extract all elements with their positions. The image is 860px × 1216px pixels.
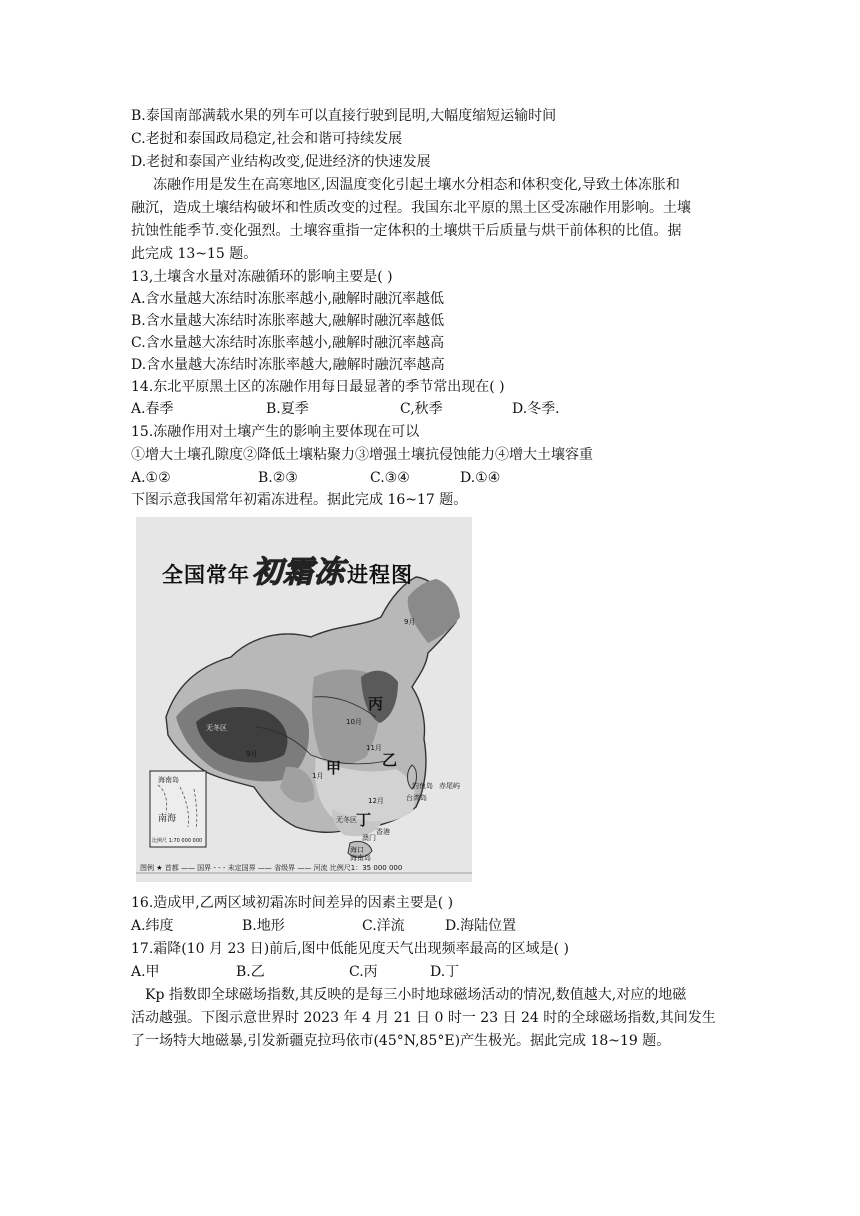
- question-16-stem: 16.造成甲,乙两区域初霜冻时间差异的因素主要是( ): [131, 895, 454, 911]
- passage-1-line-4: 此完成 13~15 题。: [131, 246, 258, 262]
- question-15-items: ①增大土壤孔隙度②降低土壤粘聚力③增强土壤抗侵蚀能力④增大土壤容重: [131, 447, 593, 463]
- question-14-option-a: A.春季: [131, 401, 174, 417]
- label-9-month-ne: 9月: [404, 618, 416, 626]
- option-12d: D.老挝和泰国产业结构改变,促进经济的快速发展: [131, 154, 431, 170]
- frost-progress-map: [136, 517, 472, 882]
- question-17-option-d: D.丁: [430, 964, 460, 980]
- label-12-month: 12月: [368, 797, 384, 805]
- question-14-stem: 14.东北平原黑土区的冻融作用每日最显著的季节常出现在( ): [131, 379, 505, 395]
- label-10-month: 10月: [346, 718, 362, 726]
- map-title: 全国常年初霜冻进程图: [162, 555, 413, 590]
- option-12c: C.老挝和泰国政局稳定,社会和谐可持续发展: [131, 131, 403, 147]
- intro-16-17: 下图示意我国常年初霜冻进程。据此完成 16~17 题。: [131, 492, 468, 508]
- passage-2-line-3: 了一场特大地磁暴,引发新疆克拉玛依市(45°N,85°E)产生极光。据此完成 18~19 题。: [131, 1033, 671, 1049]
- question-15-option-b: B.②③: [258, 470, 298, 486]
- question-14-option-b: B.夏季: [266, 401, 309, 417]
- question-16-options: [131, 916, 516, 936]
- question-13-stem: 13,土壤含水量对冻融循环的影响主要是( ): [131, 269, 393, 285]
- question-15-stem: 15.冻融作用对土壤产生的影响主要体现在可以: [131, 424, 420, 440]
- question-16-option-b: B.地形: [242, 918, 285, 934]
- question-13-option-b: B.含水量越大冻结时冻胀率越大,融解时融沉率越低: [131, 313, 445, 329]
- question-13-option-d: D.含水量越大冻结时冻胀率越大,融解时融沉率越高: [131, 357, 445, 373]
- passage-1-line-1: 冻融作用是发生在高寒地区,因温度变化引起土壤水分相态和体积变化,导致土体冻胀和: [153, 177, 680, 193]
- label-no-winter-south: 无冬区: [336, 816, 357, 824]
- question-17-option-c: C.丙: [349, 964, 378, 980]
- option-12b: B.泰国南部满载水果的列车可以直接行驶到昆明,大幅度缩短运输时间: [131, 108, 557, 124]
- question-14-option-d: D.冬季.: [512, 401, 560, 417]
- label-9-month-w: 9月: [246, 750, 258, 758]
- label-no-winter-west: 无冬区: [206, 724, 227, 732]
- inset-scale: 比例尺 1:70 000 000: [152, 838, 203, 844]
- region-ding: 丁: [356, 811, 372, 829]
- passage-1-line-3: 抗蚀性能季节.变化强烈。土壤容重指一定体积的土壤烘干后质量与烘干前体积的比值。据: [131, 223, 682, 239]
- question-14-options: [131, 399, 560, 419]
- question-13-option-c: C.含水量越大冻结时冻胀率越小,融解时融沉率越高: [131, 335, 445, 351]
- label-1-month: 1月: [312, 772, 324, 780]
- passage-2-line-1: Kp 指数即全球磁场指数,其反映的是每三小时地球磁场活动的情况,数值越大,对应的地磁: [145, 987, 687, 1003]
- label-taiwan: 台湾岛: [406, 794, 427, 802]
- label-chiwei: 赤尾屿: [439, 782, 460, 790]
- label-hainan: 海南岛: [350, 854, 371, 862]
- question-16-option-a: A.纬度: [131, 918, 174, 934]
- label-macau: 澳门: [362, 834, 376, 842]
- label-haikou: 海口: [350, 846, 364, 854]
- label-hk: 香港: [376, 828, 390, 836]
- inset-label-nanhai: 南海: [158, 814, 177, 824]
- question-17-option-a: A.甲: [131, 964, 160, 980]
- label-diaoyu: 钓鱼岛: [412, 782, 433, 790]
- region-yi: 乙: [382, 751, 398, 769]
- question-13-option-a: A.含水量越大冻结时冻胀率越小,融解时融沉率越低: [131, 291, 445, 307]
- question-16-option-d: D.海陆位置: [445, 918, 517, 934]
- passage-2-line-2: 活动越强。下图示意世界时 2023 年 4 月 21 日 0 时一 23 日 24 时的全球磁场指数,其间发生: [131, 1010, 716, 1026]
- label-11-month: 11月: [366, 744, 382, 752]
- question-15-options: [131, 468, 500, 488]
- question-17-options: [131, 962, 459, 982]
- question-16-option-c: C.洋流: [362, 918, 405, 934]
- question-14-option-c: C,秋季: [400, 401, 443, 417]
- region-jia: 甲: [326, 759, 342, 777]
- map-legend: 图例 ★ 首都 —— 国界 - - - 未定国界 —— 省级界 —— 河流 比例尺1：35 000 000: [140, 864, 403, 872]
- region-bing: 丙: [368, 695, 384, 713]
- question-17-option-b: B.乙: [236, 964, 265, 980]
- question-15-option-c: C.③④: [370, 470, 410, 486]
- passage-1-line-2: 融沉，造成土壤结构破坏和性质改变的过程。我国东北平原的黑土区受冻融作用影响。土壤: [131, 200, 691, 216]
- question-15-option-a: A.①②: [131, 470, 171, 486]
- question-15-option-d: D.①④: [460, 470, 501, 486]
- question-17-stem: 17.霜降(10 月 23 日)前后,图中低能见度天气出现频率最高的区域是( ): [131, 941, 569, 957]
- inset-label-hainan: 海南岛: [158, 776, 179, 784]
